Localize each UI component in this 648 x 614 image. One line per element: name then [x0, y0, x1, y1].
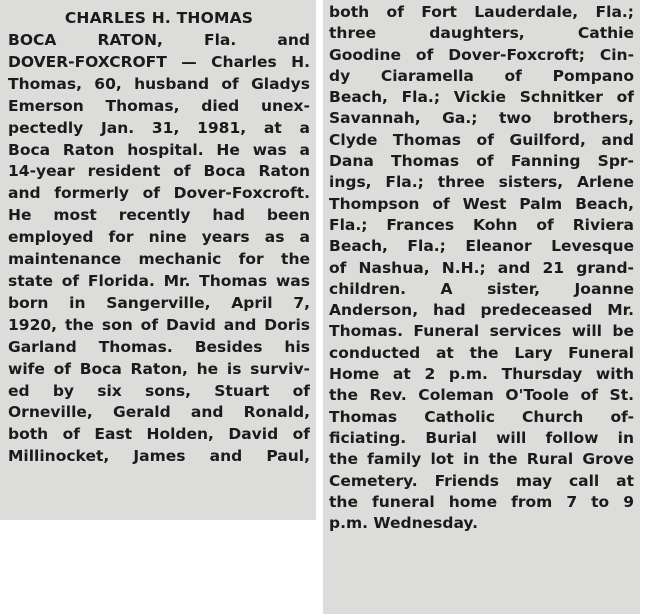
text-line: 14-year resident of Boca Raton: [8, 162, 310, 181]
text-line: Thomas, 60, husband of Gladys: [8, 74, 310, 93]
text-line: Beach, Fla.; Eleanor Levesque: [329, 237, 634, 256]
text-line: dy Ciaramella of Pompano: [329, 66, 634, 85]
text-line: Goodine of Dover-Foxcroft; Cin-: [329, 45, 634, 64]
text-line: Fla.; Frances Kohn of Riviera: [329, 215, 634, 234]
text-line: He most recently had been: [8, 206, 310, 225]
text-line: Emerson Thomas, died unex-: [8, 96, 310, 115]
text-line: Cemetery. Friends may call at: [329, 471, 634, 490]
text-line: Boca Raton hospital. He was a: [8, 140, 310, 159]
text-line: Millinocket, James and Paul,: [8, 447, 310, 466]
obituary-column-left: [0, 0, 316, 520]
text-line: Beach, Fla.; Vickie Schnitker of: [329, 88, 634, 107]
text-line: Dana Thomas of Fanning Spr-: [329, 152, 634, 171]
text-line: of Nashua, N.H.; and 21 grand-: [329, 258, 634, 277]
text-line: state of Florida. Mr. Thomas was: [8, 271, 310, 290]
obituary-body-left: [8, 30, 310, 468]
text-line: Anderson, had predeceased Mr.: [329, 301, 634, 320]
text-line: ficiating. Burial will follow in: [329, 428, 634, 447]
text-line: 1920, the son of David and Doris: [8, 315, 310, 334]
text-line: conducted at the Lary Funeral: [329, 343, 634, 362]
text-line: both of East Holden, David of: [8, 425, 310, 444]
obituary-body-right: [329, 2, 634, 534]
text-line: maintenance mechanic for the: [8, 250, 310, 269]
text-line: pectedly Jan. 31, 1981, at a: [8, 118, 310, 137]
text-line: wife of Boca Raton, he is surviv-: [8, 359, 310, 378]
text-line: and formerly of Dover-Foxcroft.: [8, 184, 310, 203]
text-line: p.m. Wednesday.: [329, 514, 478, 533]
text-line: Thomas Catholic Church of-: [329, 407, 634, 426]
text-line: ings, Fla.; three sisters, Arlene: [329, 173, 634, 192]
text-line: both of Fort Lauderdale, Fla.;: [329, 3, 634, 21]
text-line: Garland Thomas. Besides his: [8, 337, 310, 356]
obituary-column-right: [323, 0, 640, 614]
text-line: Orneville, Gerald and Ronald,: [8, 403, 310, 422]
text-line: children. A sister, Joanne: [329, 279, 634, 298]
text-line: DOVER-FOXCROFT — Charles H.: [8, 52, 310, 71]
text-line: employed for nine years as a: [8, 228, 310, 247]
text-line: ed by six sons, Stuart of: [8, 381, 310, 400]
text-line: Thompson of West Palm Beach,: [329, 194, 634, 213]
text-line: the family lot in the Rural Grove: [329, 450, 634, 469]
text-line: Savannah, Ga.; two brothers,: [329, 109, 634, 128]
text-line: BOCA RATON, Fla. and: [8, 31, 310, 49]
text-line: Thomas. Funeral services will be: [329, 322, 634, 341]
text-line: born in Sangerville, April 7,: [8, 293, 310, 312]
obituary-heading: CHARLES H. THOMAS: [64, 9, 254, 27]
text-line: Clyde Thomas of Guilford, and: [329, 130, 634, 149]
text-line: the Rev. Coleman O'Toole of St.: [329, 386, 634, 405]
text-line: three daughters, Cathie: [329, 24, 634, 43]
text-line: the funeral home from 7 to 9: [329, 492, 634, 511]
text-line: Home at 2 p.m. Thursday with: [329, 365, 634, 384]
